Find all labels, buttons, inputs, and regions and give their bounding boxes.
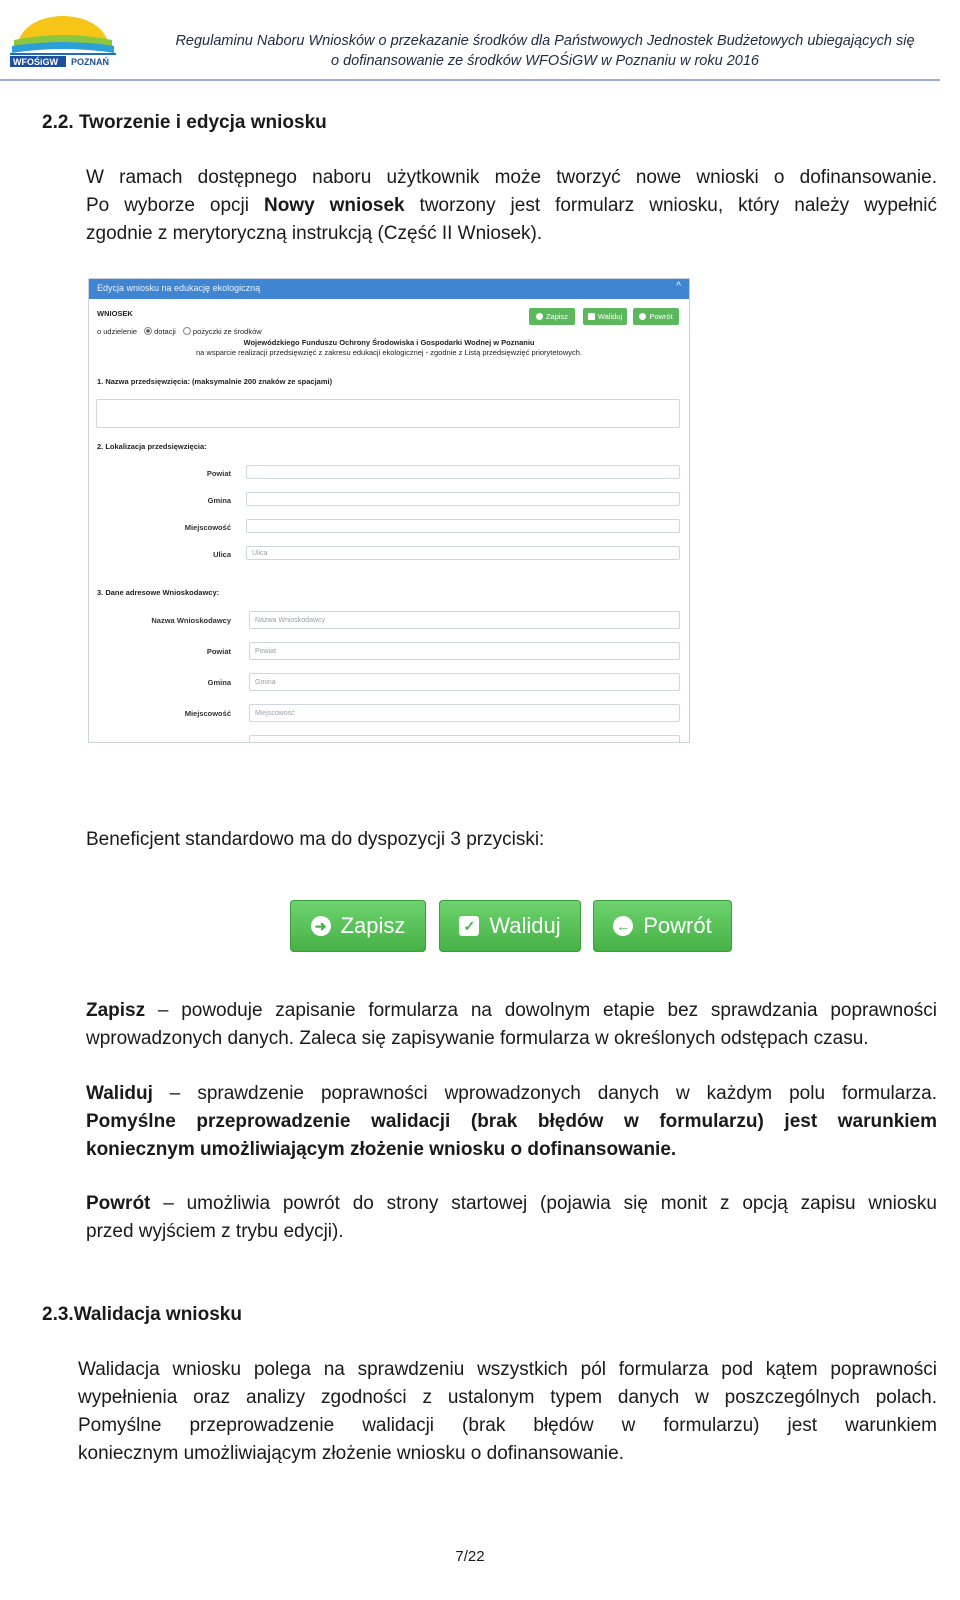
validate-description xyxy=(86,1080,937,1164)
save-desc-line-1 xyxy=(86,997,937,1025)
form-title-bar xyxy=(89,279,689,299)
check-icon: ✓ xyxy=(459,916,479,936)
svg-text:WFOŚiGW: WFOŚiGW xyxy=(13,57,58,67)
save-term: Zapisz xyxy=(86,1000,146,1021)
mini-save-button[interactable] xyxy=(529,308,575,325)
validate-button-label: Waliduj xyxy=(489,913,561,938)
grant-type-label: o udzielenie xyxy=(97,327,138,336)
intro-line-1: W ramach dostępnego naboru użytkownik może tworzyć nowe wnioski o dofinansowanie. xyxy=(86,167,937,188)
back-term: Powrót xyxy=(86,1193,151,1214)
save-description xyxy=(86,997,937,1053)
radio-pozyczki-label: pożyczki ze środków xyxy=(192,327,262,336)
q2-miejscowosc-input[interactable] xyxy=(246,519,680,533)
q3-name-label: Nazwa Wnioskodawcy xyxy=(151,616,231,625)
intro-line-3: zgodnie z merytoryczną instrukcją (Część II Wniosek). xyxy=(86,223,543,244)
q2-label: 2. Lokalizacja przedsięwzięcia: xyxy=(97,442,207,451)
new-application-option: Nowy wniosek xyxy=(263,195,405,216)
mini-back-button[interactable] xyxy=(633,308,679,325)
q2-miejscowosc-label: Miejscowość xyxy=(184,523,231,532)
q2-gmina-input[interactable] xyxy=(246,492,680,506)
back-desc-line-2: przed wyjściem z trybu edycji). xyxy=(86,1221,344,1242)
validate-button[interactable] xyxy=(439,900,581,952)
back-desc-line-1 xyxy=(86,1190,937,1218)
header-line-2: o dofinansowanie ze środków WFOŚiGW w Poznaniu w roku 2016 xyxy=(331,53,759,69)
header-line-1: Regulaminu Naboru Wniosków o przekazanie środków dla Państwowych Jednostek Budżetowych ubiegających się xyxy=(175,33,915,49)
q2-powiat-label: Powiat xyxy=(206,469,231,478)
arrow-left-icon xyxy=(639,313,646,320)
back-button-label: Powrót xyxy=(643,913,712,938)
form-section-label: WNIOSEK xyxy=(97,309,133,318)
q3-next-input-cut[interactable] xyxy=(249,735,680,743)
intro-paragraph xyxy=(86,164,937,248)
save-desc-line-2: wprowadzonych danych. Zaleca się zapisywanie formularza w określonych odstępach czasu. xyxy=(86,1028,869,1049)
validation-line-1: Walidacja wniosku polega na sprawdzeniu wszystkich pól formularza pod kątem poprawności xyxy=(78,1359,937,1380)
fund-name: Wojewódzkiego Funduszu Ochrony Środowiska i Gospodarki Wodnej w Poznaniu xyxy=(243,338,535,347)
mini-save-label: Zapisz xyxy=(545,312,569,321)
header-divider xyxy=(0,79,940,81)
q2-powiat-input[interactable] xyxy=(246,465,680,479)
radio-dotacji[interactable] xyxy=(144,327,152,335)
back-desc-line-1-rest: – umożliwia powrót do strony startowej (pojawia się monit z opcją zapisu wniosku xyxy=(150,1193,937,1214)
q3-miejscowosc-label: Miejscowość xyxy=(184,709,231,718)
q2-gmina-label: Gmina xyxy=(207,496,231,505)
validate-term: Waliduj xyxy=(86,1083,153,1104)
back-description xyxy=(86,1190,937,1246)
q3-label: 3. Dane adresowe Wnioskodawcy: xyxy=(97,588,220,597)
validation-line-4: koniecznym umożliwiającym złożenie wniosku o dofinansowanie. xyxy=(78,1443,624,1464)
intro-line-2-pre: Po wyborze opcji xyxy=(86,195,264,216)
svg-text:POZNAŃ: POZNAŃ xyxy=(71,57,109,67)
validate-desc-line-1 xyxy=(86,1080,937,1108)
mini-validate-button[interactable] xyxy=(583,308,627,325)
project-name-textarea[interactable] xyxy=(96,399,680,428)
page-number: 7/22 xyxy=(455,1548,485,1565)
q3-miejscowosc-input[interactable]: Miejscowość xyxy=(249,704,680,722)
arrow-right-icon xyxy=(536,313,543,320)
form-screenshot xyxy=(88,278,690,743)
validation-line-3: Pomyślne przeprowadzenie walidacji (brak błędów w formularzu) jest warunkiem xyxy=(78,1415,937,1436)
check-icon xyxy=(588,313,595,320)
wfosigw-logo xyxy=(10,8,116,70)
back-button[interactable] xyxy=(593,900,732,952)
radio-pozyczki[interactable] xyxy=(183,327,191,335)
q3-powiat-input[interactable]: Powiat xyxy=(249,642,680,660)
q2-ulica-label: Ulica xyxy=(213,550,231,559)
save-desc-line-1-rest: – powoduje zapisanie formularza na dowolnym etapie bez sprawdzania poprawności xyxy=(145,1000,937,1021)
section-number: 2.3. xyxy=(42,1304,74,1325)
section-title: Walidacja wniosku xyxy=(73,1304,242,1325)
section-heading-2-2: 2.2. Tworzenie i edycja wniosku xyxy=(42,112,327,133)
mini-back-label: Powrót xyxy=(649,312,673,321)
q2-ulica-input[interactable]: Ulica xyxy=(246,546,680,560)
buttons-intro: Beneficjent standardowo ma do dyspozycji 3 przyciski: xyxy=(86,829,545,850)
intro-line-2-post: tworzony jest formularz wniosku, który należy wypełnić xyxy=(404,195,937,216)
form-title: Edycja wniosku na edukację ekologiczną xyxy=(97,283,261,293)
validate-desc-line-2: Pomyślne przeprowadzenie walidacji (brak błędów w formularzu) jest warunkiem xyxy=(86,1111,937,1132)
validate-desc-line-3: koniecznym umożliwiającym złożenie wniosku o dofinansowanie. xyxy=(86,1139,677,1160)
mini-validate-label: Waliduj xyxy=(597,312,623,321)
validation-paragraph xyxy=(78,1356,937,1468)
validation-line-2: wypełnienia oraz analizy zgodności z ustalonym typem danych w poszczególnych polach. xyxy=(78,1387,937,1408)
arrow-left-icon: ← xyxy=(613,916,633,936)
arrow-right-icon: ➜ xyxy=(311,916,331,936)
save-button-label: Zapisz xyxy=(340,913,406,938)
radio-dotacji-label: dotacji xyxy=(154,327,176,336)
section-heading-2-3 xyxy=(42,1304,242,1326)
intro-line-2 xyxy=(86,192,937,220)
chevron-up-icon[interactable]: ^ xyxy=(676,281,681,292)
q3-powiat-label: Powiat xyxy=(206,647,231,656)
q1-label: 1. Nazwa przedsięwzięcia: (maksymalnie 200 znaków ze spacjami) xyxy=(97,377,333,386)
q3-name-input[interactable]: Nazwa Wnioskodawcy xyxy=(249,611,680,629)
save-button[interactable] xyxy=(290,900,426,952)
q3-gmina-input[interactable]: Gmina xyxy=(249,673,680,691)
purpose-text: na wsparcie realizacji przedsięwzięć z zakresu edukacji ekologicznej - zgodnie z Listą przedsięwzięć priorytetowych. xyxy=(195,348,582,357)
q3-gmina-label: Gmina xyxy=(207,678,231,687)
grant-type-row xyxy=(97,327,262,336)
logo-graphic xyxy=(10,8,116,70)
validate-desc-line-1-rest: – sprawdzenie poprawności wprowadzonych danych w każdym polu formularza. xyxy=(152,1083,937,1104)
